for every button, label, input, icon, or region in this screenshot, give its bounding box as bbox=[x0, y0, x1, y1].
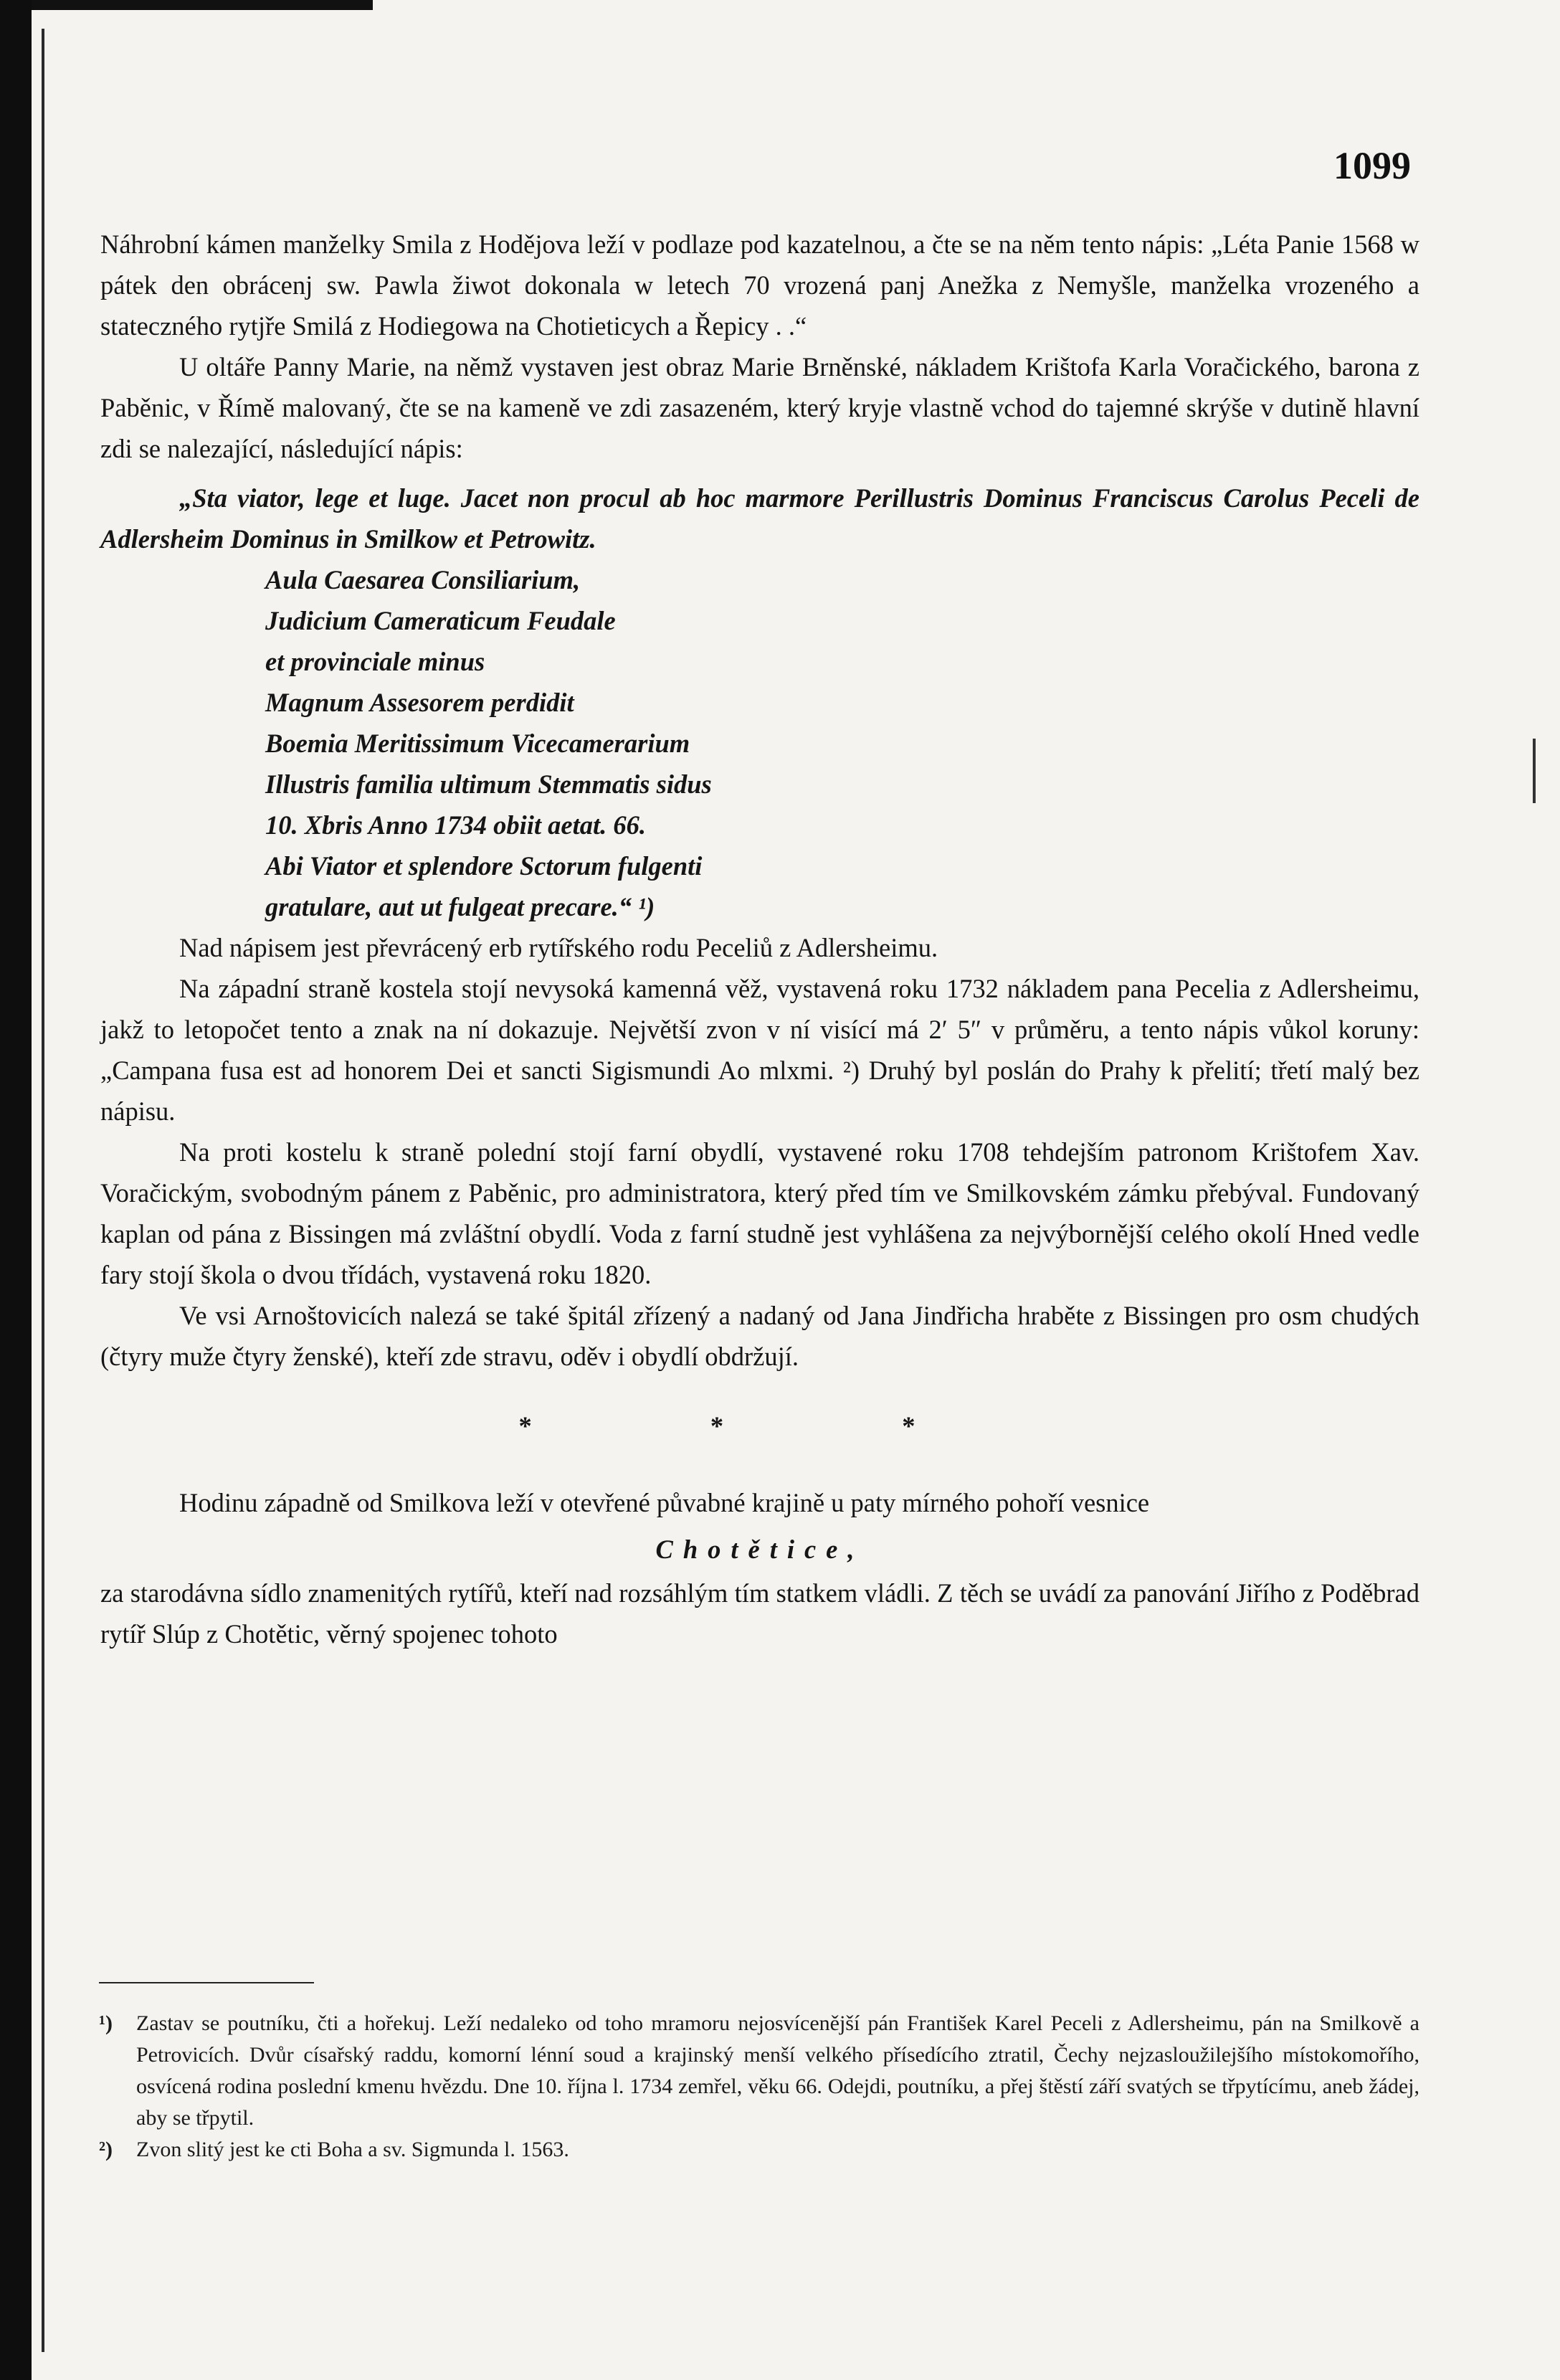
latin-line: gratulare, aut ut fulgeat precare.“ ¹) bbox=[265, 892, 655, 921]
paragraph-tombstone: Náhrobní kámen manželky Smila z Hodějova leží v podlaze pod kazatelnou, a čte se na něm tento nápis: „Léta Panie 1568 w pátek den obrácenj sw. Pawla žiwot dokonala w letech 70 vrozená panj Anežka z Nemyšle, manželka vrozeného a stateczného rytjře Smilá z Hodiegowa na Chotieticych a Řepicy . .“ bbox=[100, 229, 1419, 341]
main-text bbox=[100, 224, 1419, 1654]
paragraph-parsonage: Na proti kostelu k straně polední stojí farní obydlí, vystavené roku 1708 tehdejším patronom Krištofem Xav. Voračickým, svobodným pánem z Paběnic, pro administratora, který před tím ve Smilkovském zámku přebýval. Fundovaný kaplan od pána z Bissingen má zvláštní obydlí. Voda z farní studně jest vyhlášena za nejvýbornější celého okolí Hned vedle fary stojí škola o dvou třídách, vystavená roku 1820. bbox=[100, 1137, 1419, 1289]
footnote-text: Zastav se poutníku, čti a hořekuj. Leží nedaleko od toho mramoru nejosvícenější pán František Karel Peceli z Adlersheimu, pán na Smilkově a Petrovicích. Dvůr císařský raddu, komorní lénní soud a krajinský menší velkého přísedícího ztratil, Čechy nejzasloužilejšího místokomořího, osvícená rodina poslední kmenu hvězdu. Dne 10. října l. 1734 zemřel, věku 66. Odejdi, poutníku, a přej štěstí září svatých se třpytícímu, aneb žádej, aby se třpytil. bbox=[136, 2011, 1419, 2130]
scan-binding-line bbox=[42, 29, 44, 2352]
latin-line: Magnum Assesorem perdidit bbox=[265, 688, 574, 717]
latin-inscription-verse bbox=[100, 559, 1419, 927]
footnote-1 bbox=[99, 2008, 1419, 2134]
paragraph-village-intro: Hodinu západně od Smilkova leží v otevřené půvabné krajině u paty mírného pohoří vesnice bbox=[179, 1488, 1150, 1517]
footnote-marker: ¹) bbox=[99, 2011, 113, 2035]
footnote-text: Zvon slitý jest ke cti Boha a sv. Sigmunda l. 1563. bbox=[136, 2138, 569, 2161]
footnote-2 bbox=[99, 2134, 1419, 2166]
scan-edge-top bbox=[0, 0, 373, 10]
scan-edge-left bbox=[0, 0, 32, 2380]
footnote-divider bbox=[99, 1982, 314, 1983]
paragraph-tower: Na západní straně kostela stojí nevysoká kamenná věž, vystavená roku 1732 nákladem pana Pecelia z Adlersheimu, jakž to letopočet tento a znak na ní dokazuje. Největší zvon v ní visící má 2′ 5″ v průměru, a tento nápis vůkol koruny: „Campana fusa est ad honorem Dei et sancti Sigismundi Ao mlxmi. ²) Druhý byl poslán do Prahy k přelití; třetí malý bez nápisu. bbox=[100, 974, 1419, 1126]
footnote-marker: ²) bbox=[99, 2138, 113, 2161]
latin-line: 10. Xbris Anno 1734 obiit aetat. 66. bbox=[265, 810, 647, 840]
latin-line: et provinciale minus bbox=[265, 647, 485, 676]
paragraph-coat-of-arms: Nad nápisem jest převrácený erb rytířského rodu Peceliů z Adlersheimu. bbox=[179, 933, 938, 962]
section-separator-stars: * * * bbox=[518, 1411, 1002, 1441]
page-number: 1099 bbox=[1333, 144, 1411, 187]
latin-line: Aula Caesarea Consiliarium, bbox=[265, 565, 581, 594]
latin-line: Judicium Cameraticum Feudale bbox=[265, 606, 616, 635]
paragraph-hospital: Ve vsi Arnoštovicích nalezá se také špitál zřízený a nadaný od Jana Jindřicha hraběte z Bissingen pro osm chudých (čtyry muže čtyry ženské), kteří zde stravu, oděv i obydlí obdržují. bbox=[100, 1301, 1419, 1371]
latin-inscription-intro: „Sta viator, lege et luge. Jacet non procul ab hoc marmore Perillustris Dominus Franciscus Carolus Peceli de Adlersheim Dominus in Smilkow et Petrowitz. bbox=[100, 483, 1419, 554]
latin-line: Illustris familia ultimum Stemmatis sidus bbox=[265, 769, 712, 799]
scan-edge-mark bbox=[1533, 739, 1536, 803]
footnotes bbox=[99, 2008, 1419, 2166]
latin-line: Abi Viator et splendore Sctorum fulgenti bbox=[265, 851, 703, 881]
latin-line: Boemia Meritissimum Vicecamerarium bbox=[265, 729, 690, 758]
place-heading: Chotětice, bbox=[655, 1535, 865, 1564]
paragraph-knights: za starodávna sídlo znamenitých rytířů, kteří nad rozsáhlým tím statkem vládli. Z těch se uvádí za panování Jiřího z Poděbrad rytíř Slúp z Chotětic, věrný spojenec tohoto bbox=[100, 1578, 1419, 1649]
paragraph-altar: U oltáře Panny Marie, na němž vystaven jest obraz Marie Brněnské, nákladem Krištofa Karla Voračického, barona z Paběnic, v Římě malovaný, čte se na kameně ve zdi zasazeném, který kryje vlastně vchod do tajemné skrýše v dutině hlavní zdi se nalezající, následující nápis: bbox=[100, 352, 1419, 463]
